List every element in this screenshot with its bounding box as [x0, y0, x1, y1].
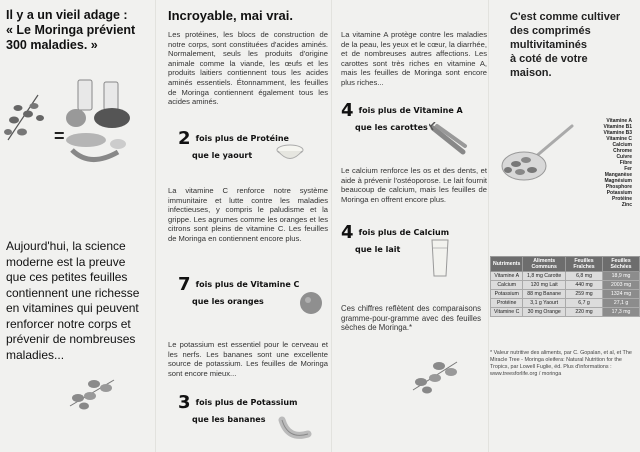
multivitamin-heading: C'est comme cultiver des comprimés multivitaminés à coté de votre maison. — [510, 11, 621, 79]
moringa-leaves-icon — [64, 372, 124, 412]
banana-icon — [72, 150, 118, 160]
potassium-callout: 3 fois plus de Potassium que les bananes — [178, 392, 298, 424]
panel-vitamins — [333, 0, 493, 452]
source-footnote: * Valeur nutritive des aliments, par C. Gopalan, et al, et The Miracle Tree - Moringa oleifera: Natural Nutrition for the Tropics, par Lowell Fuglie, éd. Plus d'informations : www.treesforlife.org / moringa — [490, 350, 632, 377]
panel-multivitamin — [490, 0, 640, 452]
vitamin-c-callout: 7 fois plus de Vitamine C que les oranges — [178, 274, 300, 306]
calcium-callout: 4 fois plus de Calcium que le lait — [341, 222, 450, 254]
protein-paragraph: Les protéines, les blocs de construction de notre corps, sont constituées d'acides aminés. Normalement, seuls les produits d'origine animale comme la viande, les œufs et les produits laitiers contiennent tous les acides aminés essentiels. Étonnamment, les feuilles de Moringa contiennent également tous les acides aminés. — [168, 30, 328, 107]
table-row: Protéine 3,1 g Yaourt 6,7 g 27,1 g — [491, 299, 640, 308]
panel-adage — [0, 0, 150, 452]
moringa-leaves-icon — [405, 352, 465, 396]
milk-glass-icon — [429, 238, 451, 278]
equals-sign: = — [54, 126, 65, 146]
milk-glass-icon — [78, 80, 92, 110]
potassium-paragraph: Le potassium est essentiel pour le cerveau et les nerfs. Les bananes sont une excellente source de potassium. Les feuilles de Moringa sont encore mieux... — [168, 340, 328, 378]
calcium-paragraph: Le calcium renforce les os et des dents, et aide à prévenir l'ostéoporose. Le lait fournit beaucoup de calcium, mais les feuilles de Moringa en offrent encore plus. — [341, 166, 487, 204]
incroyable-heading: Incroyable, mai vrai. — [168, 8, 294, 23]
table-row: Calcium 120 mg Lait 440 mg 2003 mg — [491, 281, 640, 290]
table-header-row: Nutriments Aliments Communs Feuilles Fraîches Feuilles Séchées — [491, 257, 640, 272]
table-row: Potassium 88 mg Banane 259 mg 1324 mg — [491, 290, 640, 299]
science-text: Aujourd'hui, la science moderne est la preuve que ces petites feuilles contiennent une richesse en vitamines qui peuvent renforcer notre corps et prévenir de nombreuses maladies... — [6, 239, 140, 362]
banana-icon — [278, 412, 312, 442]
leaves-vs-foods-illustration — [0, 60, 150, 170]
protein-callout: 2 fois plus de Protéine que le yaourt — [178, 128, 289, 160]
vitamin-a-paragraph: La vitamine A protège contre les maladies de la peau, les yeux et le cœur, la diarrhée, et de nombreuses autres affections. Les carottes sont très riches en vitamine A, mais les feuilles de Moringa sont encore plus riches... — [341, 30, 487, 87]
adage-heading: Il y a un vieil adage : « Le Moringa prévient 300 maladies. » — [6, 8, 136, 52]
orange-icon — [298, 290, 324, 316]
carrots-icon — [429, 122, 469, 158]
nutrient-comparison-table — [490, 256, 640, 317]
panel-incroyable — [160, 0, 330, 452]
moringa-sprig-icon — [4, 95, 44, 140]
vitamin-a-callout: 4 fois plus de Vitamine A que les carottes — [341, 100, 463, 132]
vitamin-c-paragraph: La vitamine C renforce notre système immunitaire et lutte contre les maladies infectieuses, y compris le paludisme et la grippe. Les agrumes comme les oranges et les citrons sont pleins de vitamine C. Les feuilles de Moringa en contiennent encore plus. — [168, 186, 328, 243]
nutrient-label-list: Vitamine A Vitamine B1 Vitamine B3 Vitamine C Calcium Chrome Cuivre Fibre Fer Manganèse Magnésium Phosphore Potassium Protéine Zinc — [603, 118, 632, 208]
table-row: Vitamine C 30 mg Orange 220 mg 17,3 mg — [491, 308, 640, 317]
yogurt-icon — [275, 142, 305, 164]
table-row: Vitamine A 1,8 mg Carotte 6,8 mg 18,9 mg — [491, 272, 640, 281]
comparison-note: Ces chiffres reflètent des comparaisons gramme-pour-gramme avec des feuilles sèches de Moringa.* — [341, 304, 481, 333]
